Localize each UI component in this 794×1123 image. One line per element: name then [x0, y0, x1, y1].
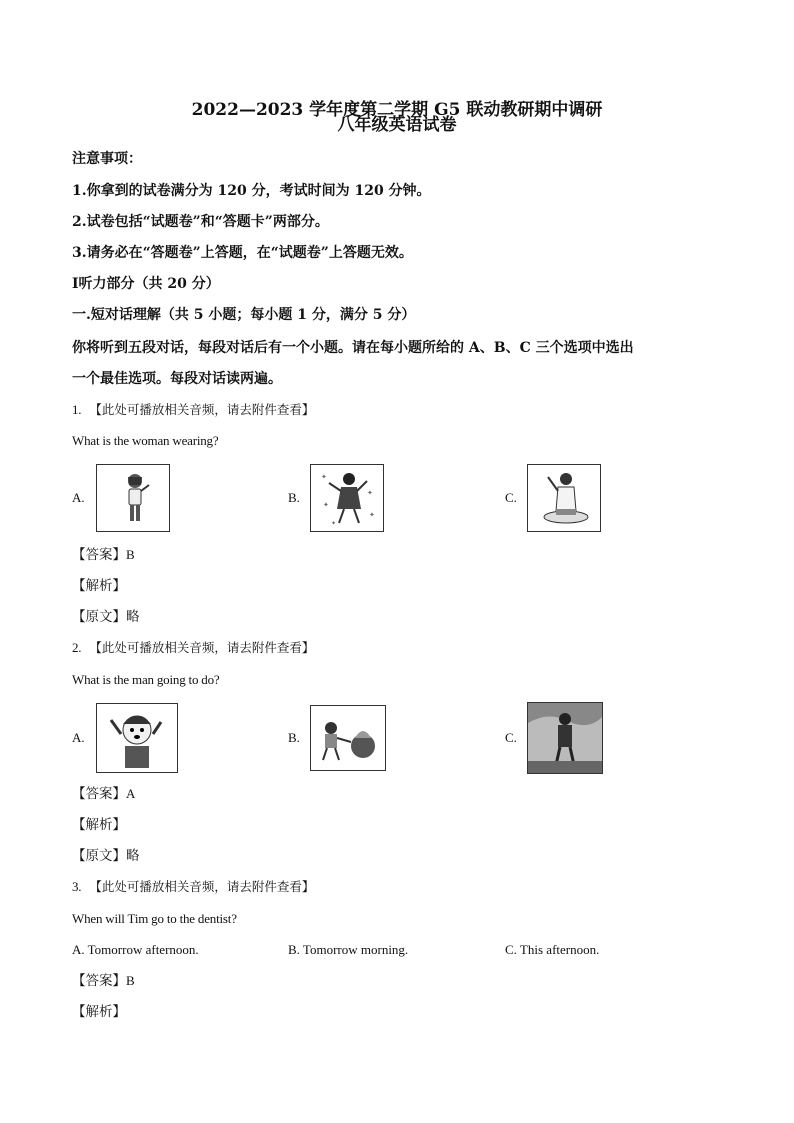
option-b-label: B. — [288, 490, 300, 505]
original-text: 略 — [126, 848, 140, 864]
analysis-label: 【解析】 — [72, 1004, 126, 1020]
option-a-picture[interactable] — [96, 464, 170, 532]
option-a-text[interactable]: A. Tomorrow afternoon. — [72, 942, 199, 957]
instructions-line: 你将听到五段对话，每段对话后有一个小题。请在每小题所给的 A、B、C 三个选项中选出 — [72, 340, 634, 356]
part-title: 一.短对话理解（共 5 小题；每小题 1 分，满分 5 分） — [72, 307, 416, 323]
option-c-label: C. — [505, 730, 517, 745]
notice-item: 3.请务必在“答题卷”上答题，在“试题卷”上答题无效。 — [72, 245, 413, 261]
option-c-text[interactable]: C. This afternoon. — [505, 942, 600, 957]
option-a-label: A. — [72, 490, 85, 505]
original-text: 略 — [126, 609, 140, 625]
svg-text:✦: ✦ — [323, 501, 329, 509]
audio-link[interactable]: 【此处可播放相关音频，请去附件查看】 — [89, 879, 315, 894]
option-b-label: B. — [288, 730, 300, 745]
option-b-text[interactable]: B. Tomorrow morning. — [288, 942, 409, 957]
answer-value: A — [126, 786, 136, 801]
question-number: 2. — [72, 640, 82, 655]
answer-line — [72, 971, 134, 991]
svg-text:✦: ✦ — [321, 473, 327, 481]
answer-label: 【答案】 — [72, 786, 126, 802]
answer-label: 【答案】 — [72, 547, 126, 563]
question-stem: What is the woman wearing? — [72, 433, 219, 448]
question-number: 3. — [72, 879, 82, 894]
answer-label: 【答案】 — [72, 973, 126, 989]
answer-value: B — [126, 973, 135, 988]
option-b-picture[interactable] — [310, 705, 386, 771]
svg-text:✦: ✦ — [331, 520, 337, 527]
original-label: 【原文】 — [72, 609, 126, 625]
option-a-label: A. — [72, 730, 85, 745]
notice-item: 1.你拿到的试卷满分为 120 分，考试时间为 120 分钟。 — [72, 183, 431, 199]
question-stem: What is the man going to do? — [72, 672, 220, 687]
answer-value: B — [126, 547, 135, 562]
audio-link[interactable]: 【此处可播放相关音频，请去附件查看】 — [89, 640, 315, 655]
svg-text:✦: ✦ — [369, 511, 375, 519]
original-label: 【原文】 — [72, 848, 126, 864]
original-line — [72, 846, 140, 866]
question-2-header — [72, 638, 314, 658]
answer-line — [72, 784, 135, 804]
audio-link[interactable]: 【此处可播放相关音频，请去附件查看】 — [89, 402, 315, 417]
option-c-label: C. — [505, 490, 517, 505]
option-a-picture[interactable] — [96, 703, 178, 773]
section-title: Ⅰ听力部分（共 20 分） — [72, 276, 220, 292]
svg-text:✦: ✦ — [367, 489, 373, 497]
notice-item: 2.试卷包括“试题卷”和“答题卡”两部分。 — [72, 214, 329, 230]
analysis-label: 【解析】 — [72, 817, 126, 833]
question-3-header — [72, 877, 314, 897]
original-line — [72, 607, 140, 627]
question-1-header — [72, 400, 314, 420]
option-c-picture[interactable] — [527, 702, 603, 774]
notice-heading: 注意事项： — [72, 151, 142, 167]
question-number: 1. — [72, 402, 82, 417]
exam-title: 2022—2023 学年度第二学期 G5 联动教研期中调研 — [191, 100, 603, 120]
analysis-label: 【解析】 — [72, 578, 126, 594]
option-c-picture[interactable] — [527, 464, 601, 532]
exam-subtitle: 八年级英语试卷 — [337, 115, 457, 135]
question-stem: When will Tim go to the dentist? — [72, 911, 237, 926]
answer-line — [72, 545, 134, 565]
option-b-picture[interactable] — [310, 464, 384, 532]
instructions-line: 一个最佳选项。每段对话读两遍。 — [72, 371, 282, 387]
